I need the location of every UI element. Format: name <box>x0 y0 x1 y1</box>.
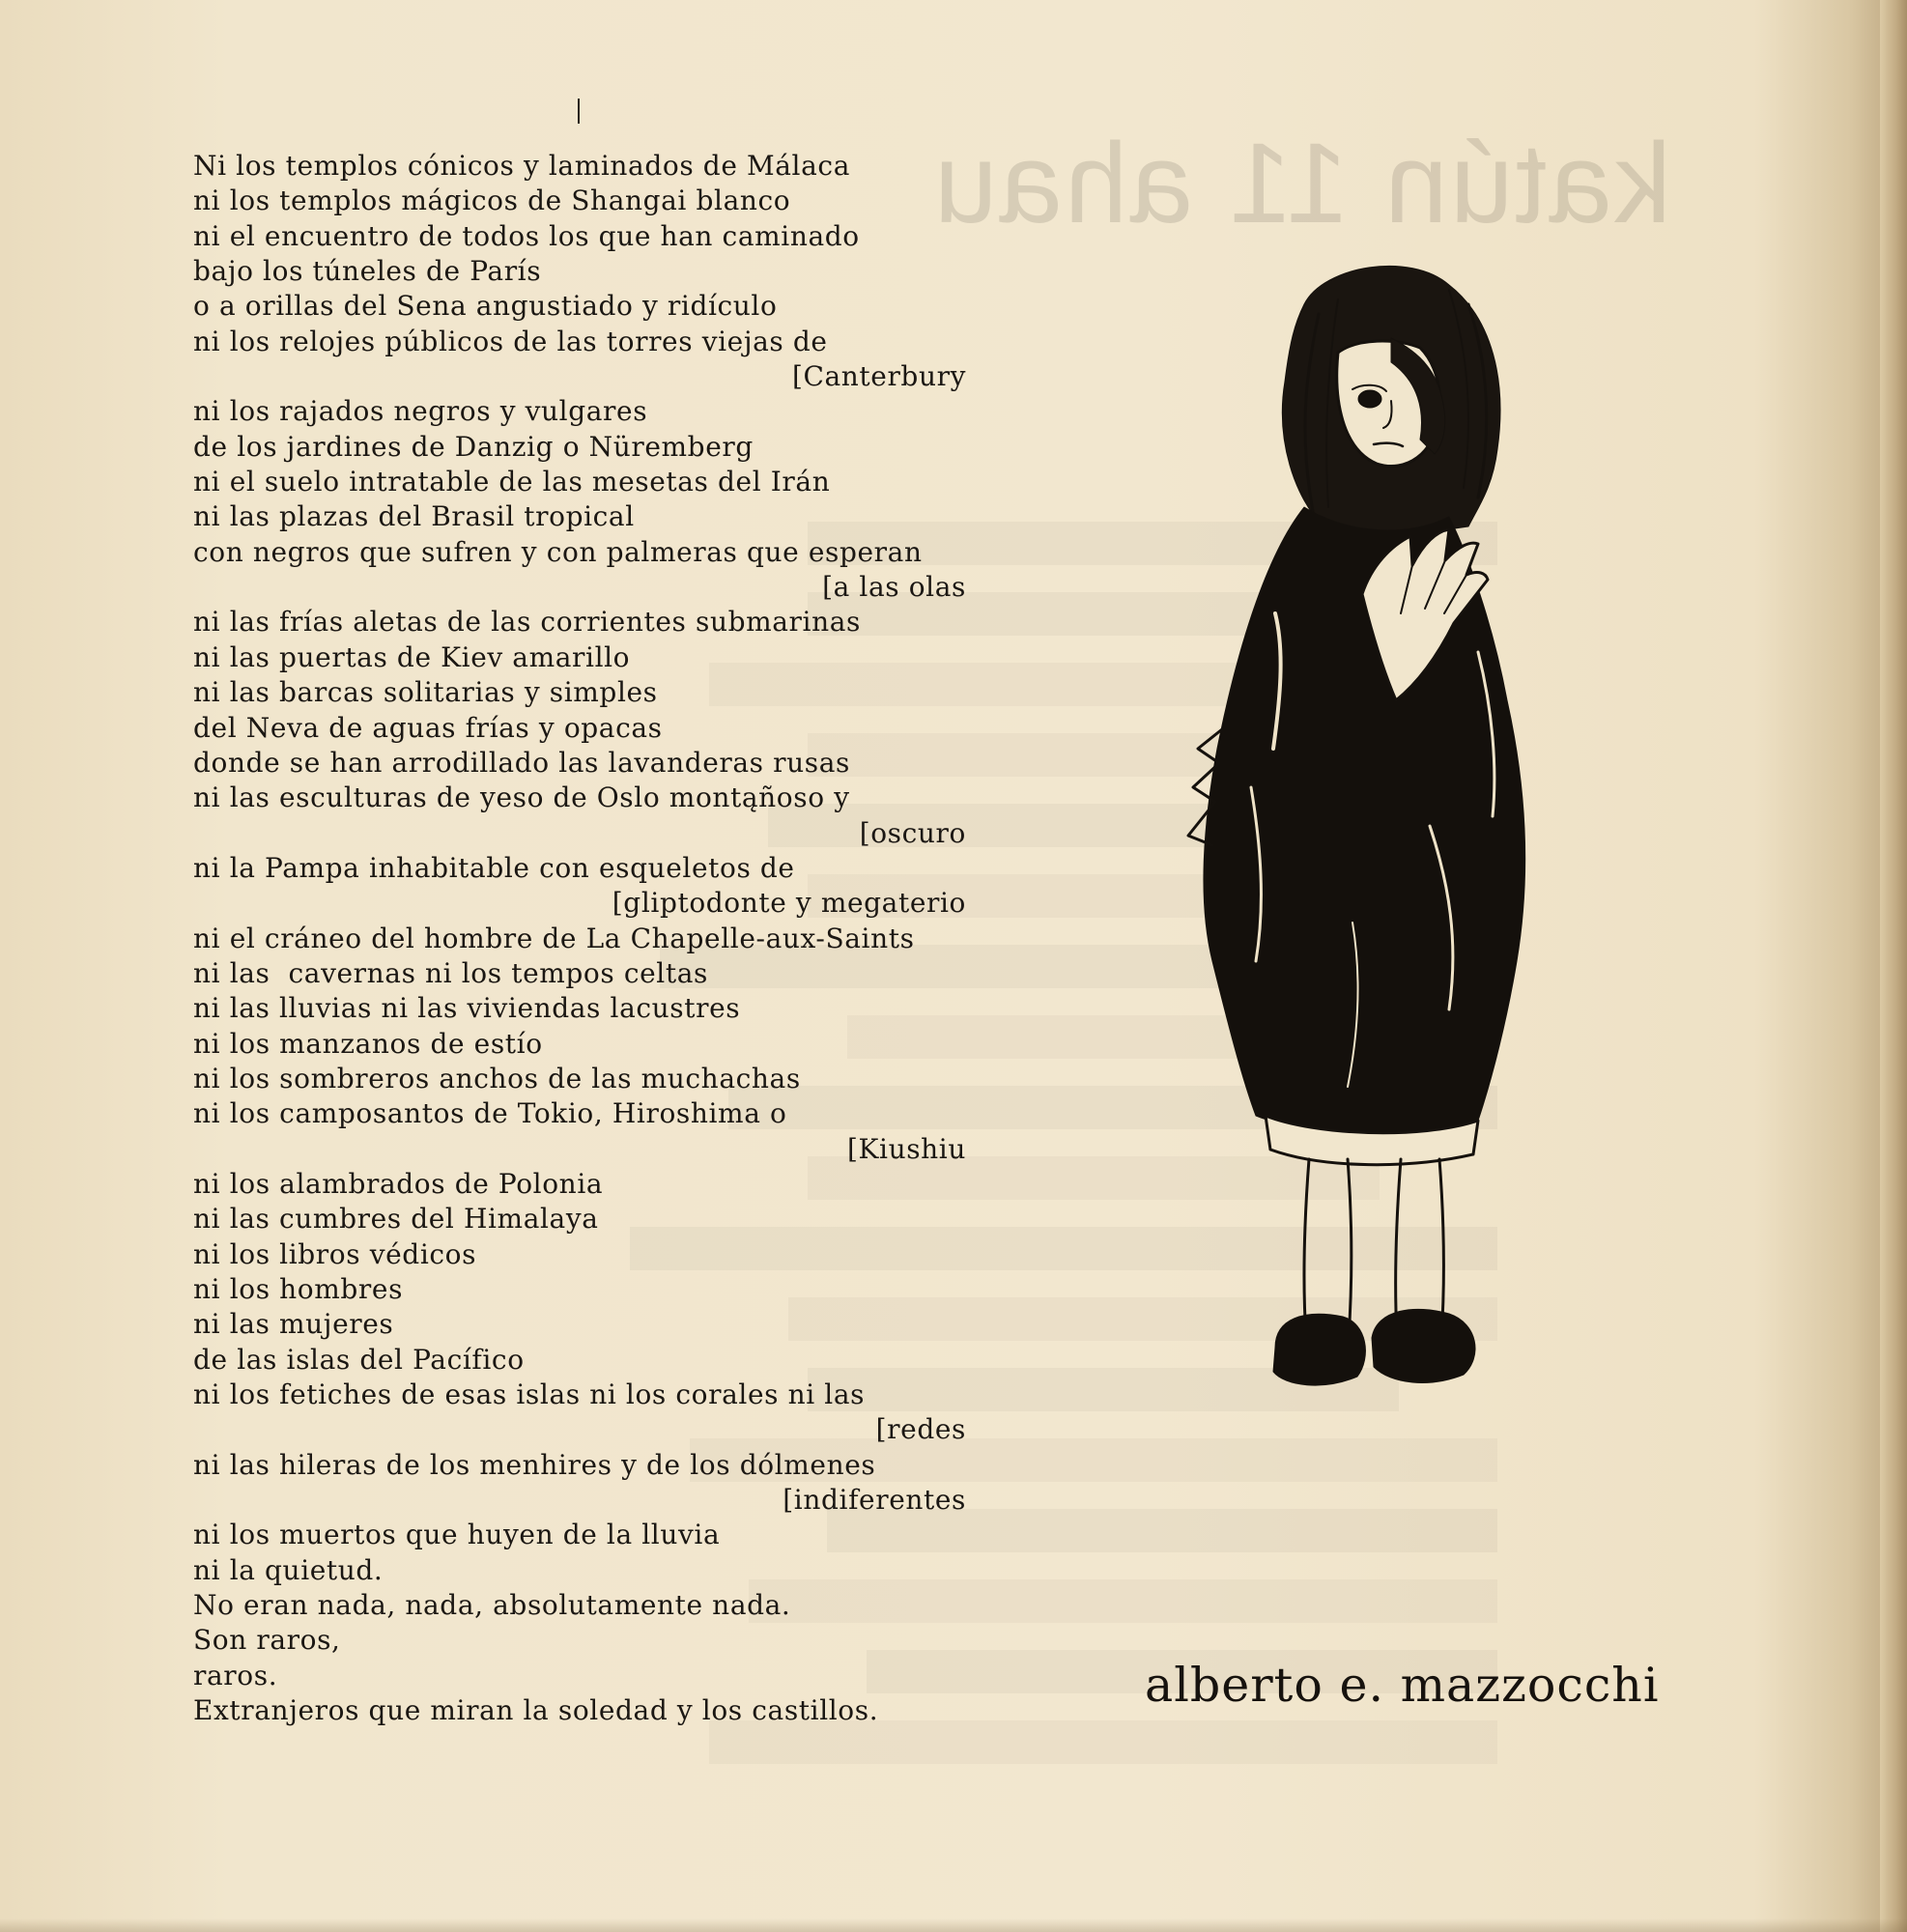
show-through-title: katún 11 ahau <box>931 120 1671 247</box>
poem-line: No eran nada, nada, absolutamente nada. <box>193 1589 791 1622</box>
poem-line: ni las frías aletas de las corrientes submarinas <box>193 606 861 639</box>
poem-line: ni las mujeres <box>193 1308 394 1341</box>
page-edge <box>1880 0 1907 1932</box>
poem-line: de las islas del Pacífico <box>193 1343 525 1376</box>
poem-line-continuation: [a las olas <box>822 571 966 604</box>
poem-line: ni la quietud. <box>193 1553 384 1586</box>
poem-line: ni los camposantos de Tokio, Hiroshima o <box>193 1097 787 1130</box>
poem-line: ni los manzanos de estío <box>193 1027 543 1060</box>
poem-line: ni las plazas del Brasil tropical <box>193 500 635 533</box>
poem <box>193 149 966 1727</box>
poem-line: ni los templos mágicos de Shangai blanco <box>193 185 791 217</box>
poem-line: ni las esculturas de yeso de Oslo montąñoso y <box>193 781 850 814</box>
poem-line: ni las puertas de Kiev amarillo <box>193 640 631 673</box>
poem-line: ni el cráneo del hombre de La Chapelle-aux-Saints <box>193 922 915 954</box>
poem-line: ni las hileras de los menhires y de los dólmenes <box>193 1448 876 1481</box>
poem-line: ni los relojes públicos de las torres viejas de <box>193 325 828 357</box>
poem-line: bajo los túneles de París <box>193 255 542 288</box>
poem-line: ni los fetiches de esas islas ni los corales ni las <box>193 1378 866 1411</box>
poem-line: de los jardines de Danzig o Nüremberg <box>193 430 754 463</box>
print-mark <box>578 99 580 124</box>
poem-line: ni los sombreros anchos de las muchachas <box>193 1062 801 1094</box>
author-name: alberto e. mazzocchi <box>1145 1658 1660 1713</box>
poem-line: ni el encuentro de todos los que han caminado <box>193 219 860 252</box>
page-bottom-shadow <box>0 1918 1907 1932</box>
poem-line: ni el suelo intratable de las mesetas del Irán <box>193 466 831 498</box>
poem-line: con negros que sufren y con palmeras que esperan <box>193 535 923 568</box>
poem-line: del Neva de aguas frías y opacas <box>193 711 663 744</box>
poem-line: ni los hombres <box>193 1273 404 1305</box>
poem-line: Son raros, <box>193 1624 341 1657</box>
poem-line: ni la Pampa inhabitable con esqueletos de <box>193 851 795 884</box>
poem-line-continuation: [Canterbury <box>791 360 966 393</box>
poem-line: ni las cumbres del Himalaya <box>193 1203 599 1236</box>
poem-line: donde se han arrodillado las lavanderas rusas <box>193 746 850 779</box>
poem-line: ni los libros védicos <box>193 1237 477 1270</box>
poem-line-continuation: [redes <box>875 1413 966 1446</box>
poem-line: ni los rajados negros y vulgares <box>193 395 648 428</box>
poem-line-continuation: [indiferentes <box>783 1484 966 1517</box>
poem-line: ni las barcas solitarias y simples <box>193 676 658 709</box>
poem-line: raros. <box>193 1659 278 1691</box>
poem-line: ni las cavernas ni los tempos celtas <box>193 956 708 989</box>
poem-line: ni las lluvias ni las viviendas lacustres <box>193 992 741 1025</box>
poem-line: Ni los templos cónicos y laminados de Málaca <box>193 150 850 182</box>
poem-line-continuation: [oscuro <box>859 816 966 849</box>
poem-line: o a orillas del Sena angustiado y ridículo <box>193 290 778 323</box>
poem-line-continuation: [Kiushiu <box>846 1132 966 1165</box>
poem-line: Extranjeros que miran la soledad y los castillos. <box>193 1694 879 1727</box>
poem-line: ni los alambrados de Polonia <box>193 1167 604 1200</box>
poem-line-continuation: [gliptodonte y megaterio <box>612 887 966 920</box>
child-in-dark-coat-drawing-icon <box>1159 246 1584 1473</box>
poem-line: ni los muertos que huyen de la lluvia <box>193 1519 721 1551</box>
